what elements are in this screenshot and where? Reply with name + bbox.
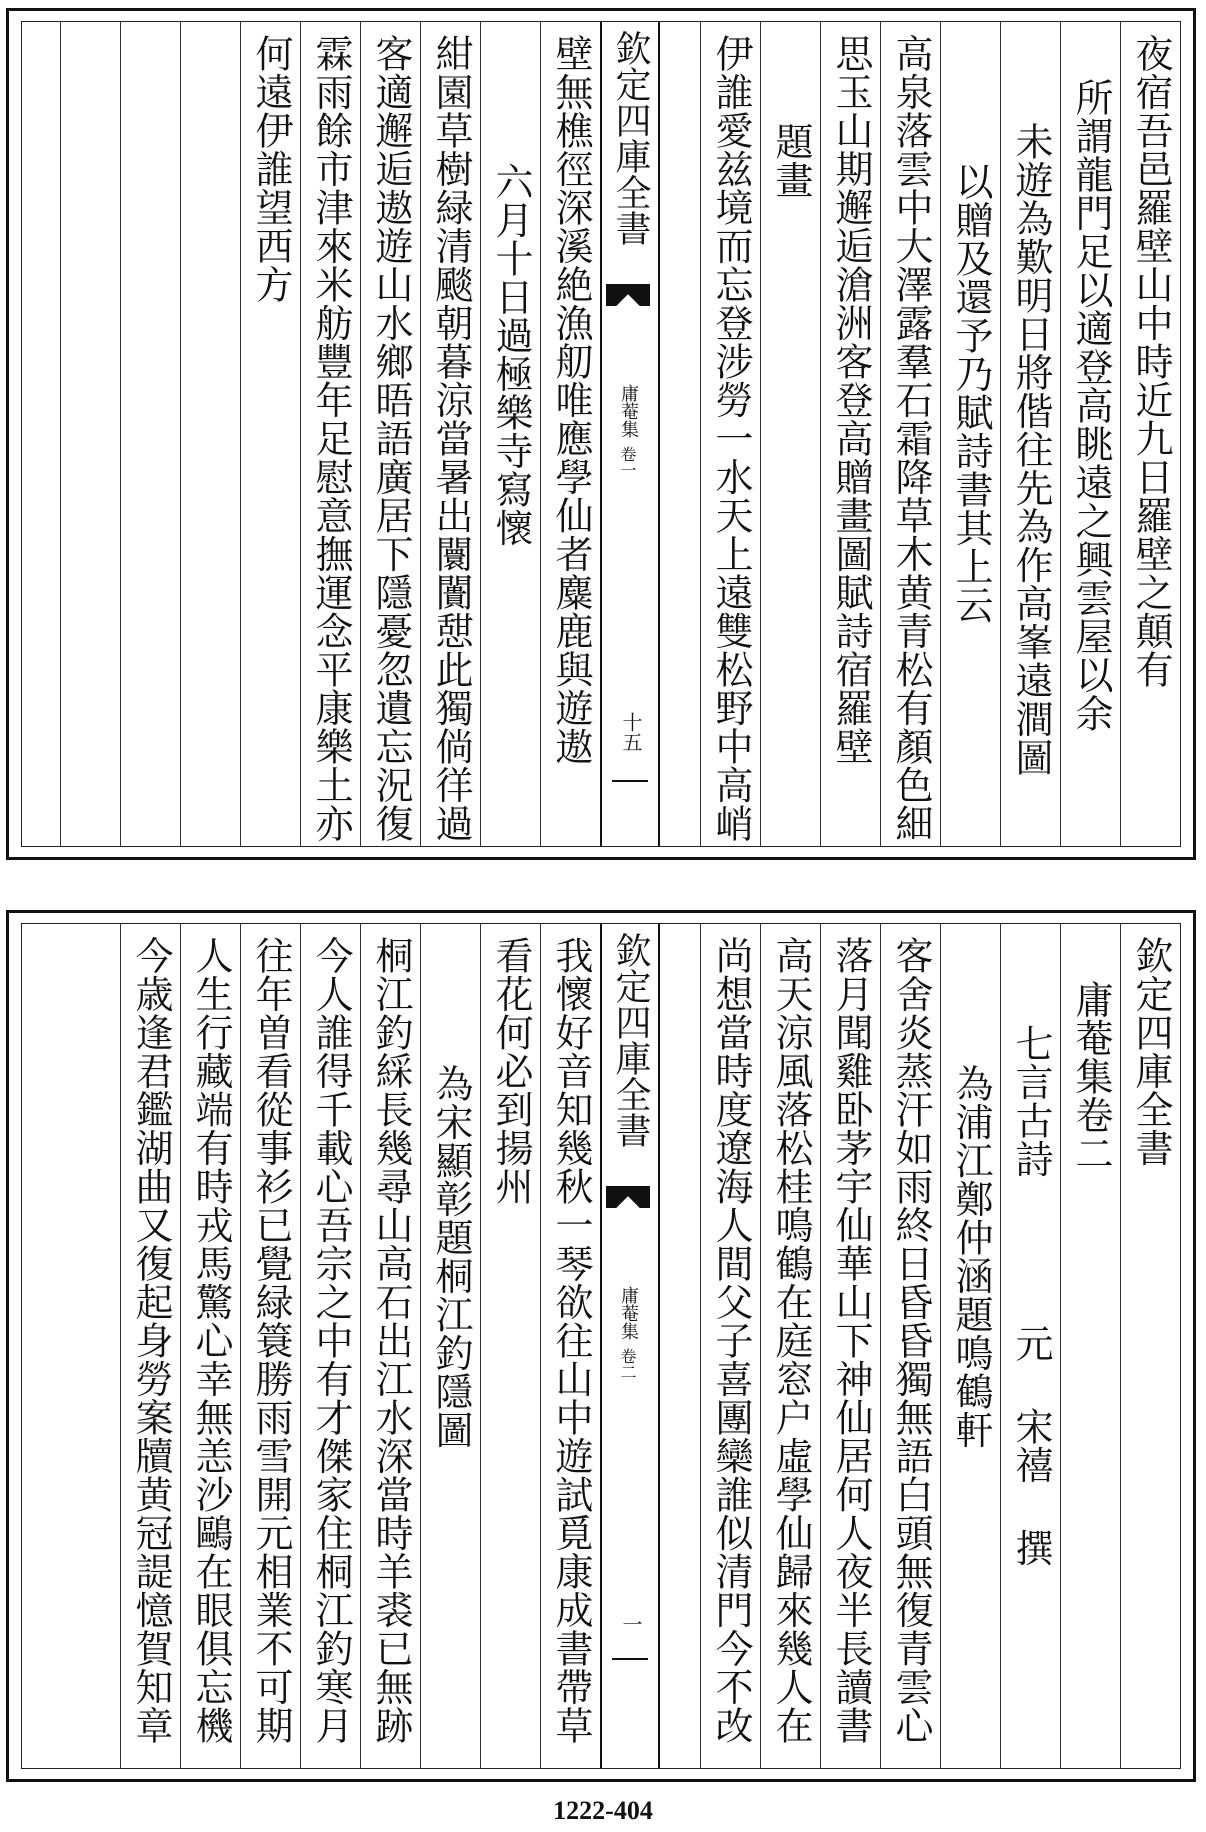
text-column <box>1120 924 1182 1768</box>
column-text: 七言古詩 <box>1009 1024 1053 1178</box>
text-column <box>1000 22 1060 846</box>
empty-column <box>120 22 180 846</box>
text-column <box>700 924 760 1768</box>
page-gutter <box>600 924 660 1768</box>
text-column <box>880 22 940 846</box>
column-text: 為浦江鄭仲涵題鳴鶴軒 <box>949 1064 993 1449</box>
fishtail-ornament <box>606 1186 650 1208</box>
text-column <box>300 22 360 846</box>
text-column <box>820 924 880 1768</box>
column-text: 壁無樵徑深溪絶漁舠唯應學仙者麋鹿與遊遨 <box>549 34 593 766</box>
column-text: 看花何必到揚州 <box>489 936 533 1206</box>
text-column <box>880 924 940 1768</box>
empty-column <box>180 22 240 846</box>
column-text: 今人誰得千載心吾宗之中有才傑家住桐江釣寒月 <box>309 936 353 1745</box>
text-column <box>760 924 820 1768</box>
column-text: 我懷好音知幾秋一琴欲往山中遊試覓康成書帶草 <box>549 936 593 1745</box>
column-text: 以贈及還予乃賦詩書其上云 <box>949 162 993 624</box>
column-text: 客舍炎蒸汗如雨終日昏昏獨無語白頭無復青雲心 <box>889 936 933 1745</box>
gutter-page-number: 一 <box>619 1614 643 1634</box>
gutter-book-name: 庸菴集 <box>618 384 639 438</box>
gutter-volume: 卷二 <box>618 1348 637 1380</box>
text-column <box>940 22 1000 846</box>
top-page <box>6 8 1196 860</box>
column-text: 所謂龍門足以適登高眺遠之興雲屋以余 <box>1069 78 1113 733</box>
column-text: 客適邂逅遨遊山水鄉晤語廣居下隱憂忽遺忘況復 <box>369 34 413 843</box>
text-column <box>760 22 820 846</box>
text-column <box>1120 22 1182 846</box>
column-text: 六月十日過極樂寺寫懷 <box>489 162 533 547</box>
author-line: 元 宋禧 撰 <box>1009 1324 1053 1567</box>
column-text: 未遊為歎明日將偕往先為作高峯遠澗圖 <box>1009 122 1053 777</box>
text-column <box>180 924 240 1768</box>
fishtail-ornament <box>606 284 650 306</box>
bottom-page-frame <box>21 923 1181 1769</box>
text-column <box>940 924 1000 1768</box>
gutter-rule <box>612 1658 648 1660</box>
page-footer-number: 1222-404 <box>553 1796 653 1825</box>
column-text: 欽定四庫全書 <box>1129 936 1173 1167</box>
column-text: 思玉山期邂逅滄洲客登高贈畫圖賦詩宿羅壁 <box>829 34 873 766</box>
column-text: 何遠伊誰望西方 <box>249 34 293 304</box>
gutter-book-name: 庸菴集 <box>618 1286 639 1340</box>
column-text: 人生行藏端有時戎馬驚心幸無恙沙鷗在眼俱忘機 <box>189 936 233 1745</box>
gutter-rule <box>612 780 648 782</box>
gutter-title: 欽定四庫全書 <box>610 932 651 1148</box>
column-text: 霖雨餘市津來米舫豐年足慰意撫運念平康樂土亦 <box>309 34 353 843</box>
text-column <box>1060 924 1120 1768</box>
text-column <box>1000 924 1060 1768</box>
text-column <box>540 924 600 1768</box>
text-column <box>420 924 480 1768</box>
column-text: 往年曽看從事衫已覺緑簑勝雨雪開元相業不可期 <box>249 936 293 1745</box>
text-column <box>300 924 360 1768</box>
page-gutter <box>600 22 660 846</box>
column-text: 題畫 <box>769 122 813 199</box>
text-column <box>700 22 760 846</box>
text-column <box>360 22 420 846</box>
text-column <box>360 924 420 1768</box>
text-column <box>1060 22 1120 846</box>
column-text: 高泉落雲中大澤露羣石霜降草木黄青松有顏色細 <box>889 34 933 843</box>
text-column <box>480 924 540 1768</box>
column-text: 落月聞雞卧茅宇仙華山下神仙居何人夜半長讀書 <box>829 936 873 1745</box>
column-text: 高天涼風落松桂鳴鶴在庭窓户虛學仙歸來幾人在 <box>769 936 813 1745</box>
gutter-volume: 卷一 <box>618 446 637 478</box>
column-text: 伊誰愛兹境而忘登涉勞一水天上遠雙松野中高峭 <box>709 34 753 843</box>
empty-column <box>60 22 120 846</box>
column-text: 尚想當時度遼海人間父子喜團欒誰似清門今不改 <box>709 936 753 1745</box>
text-column <box>480 22 540 846</box>
column-text: 紺園草樹緑清颷朝暮涼當暑出闤闠憇此獨倘徉過 <box>429 34 473 843</box>
top-page-frame <box>21 21 1181 847</box>
text-column <box>820 22 880 846</box>
column-text: 桐江釣綵長幾尋山高石出江水深當時羊裘已無跡 <box>369 936 413 1745</box>
column-text: 今歳逢君鑑湖曲又復起身勞案牘黄冠諟憶賀知章 <box>129 936 173 1745</box>
bottom-page <box>6 910 1196 1782</box>
text-column <box>240 924 300 1768</box>
gutter-page-number: 十五 <box>619 712 643 752</box>
text-column <box>540 22 600 846</box>
text-column <box>120 924 180 1768</box>
gutter-title: 欽定四庫全書 <box>610 30 651 246</box>
column-text: 為宋顯彰題桐江釣隱圖 <box>429 1064 473 1449</box>
text-column <box>420 22 480 846</box>
column-text: 夜宿吾邑羅壁山中時近九日羅壁之顛有 <box>1129 34 1173 689</box>
text-column <box>240 22 300 846</box>
column-text: 庸菴集卷二 <box>1069 980 1113 1173</box>
